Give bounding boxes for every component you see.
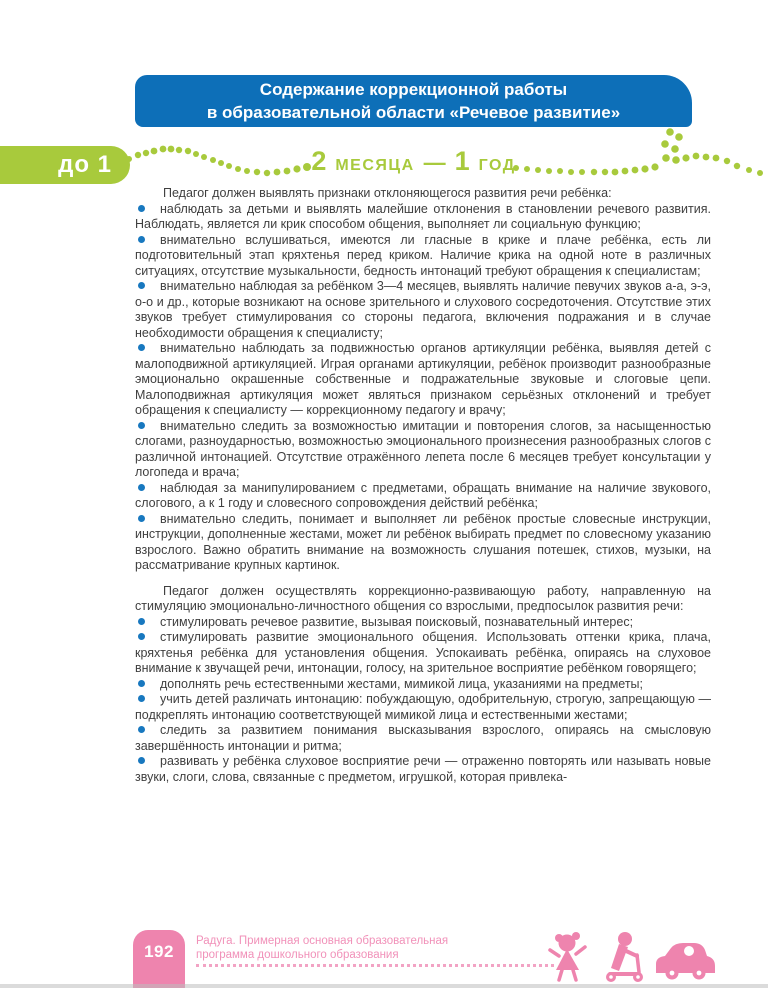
heading-dash: — xyxy=(423,150,446,175)
bullet-dot-icon xyxy=(138,757,145,764)
footer-caption-line1: Радуга. Примерная основная образовательная xyxy=(196,935,449,947)
bullet-item: учить детей различать интонацию: побуждающую, одобрительную, строгую, запрещающую — подкреплять интонацию соответствующей мимикой лица и естественными жестами; xyxy=(135,692,711,722)
footer-icons xyxy=(548,928,716,984)
bullet-item: внимательно наблюдать за подвижностью органов артикуляции ребёнка, выявляя детей с малоподвижной артикуляцией. Играя органами артикуляции, ребёнок производит разнообразные эмоционально окрашенные собственные и подражательные звуковые и слоговые цепи. Малоподвижная артикуляция может являться признаком серьёзных отклонений и требует обращения к специалисту — коррекционному педагогу и врачу; xyxy=(135,341,711,417)
bullet-item: следить за развитием понимания высказывания взрослого, опираясь на смысловую завершённость интонации и ритма; xyxy=(135,723,711,753)
bullet-dot-icon xyxy=(138,618,145,625)
footer-dotted-line xyxy=(196,964,554,967)
bullet-dot-icon xyxy=(138,695,145,702)
bullet-item: внимательно следить за возможностью имитации и повторения слогов, за насыщенностью слогами, разноударностью, возможностью эмоционального произнесения разнообразных слогов с различной интонацией. Отсутствие отражённого лепета после 6 месяцев требует консультации у логопеда и врача; xyxy=(135,418,711,479)
heading-word-1: МЕСЯЦА xyxy=(335,157,415,174)
bullet-dot-icon xyxy=(138,680,145,687)
bullet-dot-icon xyxy=(138,422,145,429)
girl-icon xyxy=(550,932,585,980)
bullet-item: внимательно наблюдая за ребёнком 3—4 месяцев, выявлять наличие певучих звуков а-а, э-э, о-о и др., которые возникают на основе зрительного и слухового сосредоточения. Отсутствие этих звуков требует стимулирования со стороны педагога, включения подражания и в случае необходимости обращения к специалисту; xyxy=(135,279,711,340)
age-tab: до 1 xyxy=(0,146,130,184)
bullet-item: развивать у ребёнка слуховое восприятие речи — отраженно повторять или называть новые звуки, слоги, слова, связанные с предметом, игрушкой, которая привлека- xyxy=(135,754,711,784)
page-title-line2: в образовательной области «Речевое развитие» xyxy=(206,103,621,122)
page-title-banner xyxy=(135,75,692,127)
heading-word-2: ГОД xyxy=(478,157,516,174)
bullet-dot-icon xyxy=(138,205,145,212)
intro-paragraph: Педагог должен осуществлять коррекционно-развивающую работу, направленную на стимуляцию эмоционально-личностного общения со взрослыми, предпосылок развития речи: xyxy=(135,583,711,613)
car-icon xyxy=(656,943,715,980)
footer xyxy=(0,928,768,988)
heading-number-2: 1 xyxy=(454,146,470,176)
section-heading xyxy=(135,146,692,180)
bullet-item: наблюдать за детьми и выявлять малейшие отклонения в становлении речевого развития. Наблюдать, является ли крик способом общения, выполняет ли социальную функцию; xyxy=(135,201,711,231)
bullet-dot-icon xyxy=(138,344,145,351)
heading-number-1: 2 xyxy=(311,146,327,176)
bullet-item: стимулировать развитие эмоционального общения. Использовать оттенки крика, плача, кряхтенья ребёнка для установления общения. Успокаивать ребёнка, опираясь на слуховое внимание к звучащей речи, интонации, голосу, на зрительное восприятие ребёнком говорящего; xyxy=(135,630,711,675)
intro-paragraph: Педагог должен выявлять признаки отклоняющегося развития речи ребёнка: xyxy=(163,186,612,200)
bullet-dot-icon xyxy=(138,282,145,289)
bullet-item: внимательно вслушиваться, имеются ли гласные в крике и плаче ребёнка, есть ли подготовительный этап кряхтенья перед криком. Наличие крика на одной ноте в различных ситуациях, отсутствие музыкальности, бедность интонаций требуют обращения к специалистам; xyxy=(135,232,711,278)
bullet-item: стимулировать речевое развитие, вызывая поисковый, познавательный интерес; xyxy=(135,615,711,631)
bullet-item: внимательно следить, понимает и выполняет ли ребёнок простые словесные инструкции, инструкции, дополненные жестами, может ли ребёнок выбирать предмет по словесному указанию взрослого. Важно обратить внимание на возможность слушания потешек, стихов, музыки, на рассматривание крупных картинок. xyxy=(135,511,711,572)
bullet-item: дополнять речь естественными жестами, мимикой лица, указаниями на предметы; xyxy=(135,677,711,693)
footer-caption xyxy=(196,934,566,962)
scooter-icon xyxy=(606,932,643,982)
bullet-dot-icon xyxy=(138,515,145,522)
bullet-item: наблюдая за манипулированием с предметами, обращать внимание на наличие звукового, слогового, а к 1 году и словесного сопровождения действий ребёнка; xyxy=(135,480,711,510)
page-number-tab: 192 xyxy=(133,930,185,988)
body-text xyxy=(135,186,711,926)
bullet-dot-icon xyxy=(138,726,145,733)
page-title-line1: Содержание коррекционной работы xyxy=(259,80,568,99)
page-bottom-edge xyxy=(0,984,768,988)
bullet-dot-icon xyxy=(138,484,145,491)
footer-caption-line2: программа дошкольного образования xyxy=(196,949,399,961)
bullet-dot-icon xyxy=(138,236,145,243)
bullet-dot-icon xyxy=(138,633,145,640)
